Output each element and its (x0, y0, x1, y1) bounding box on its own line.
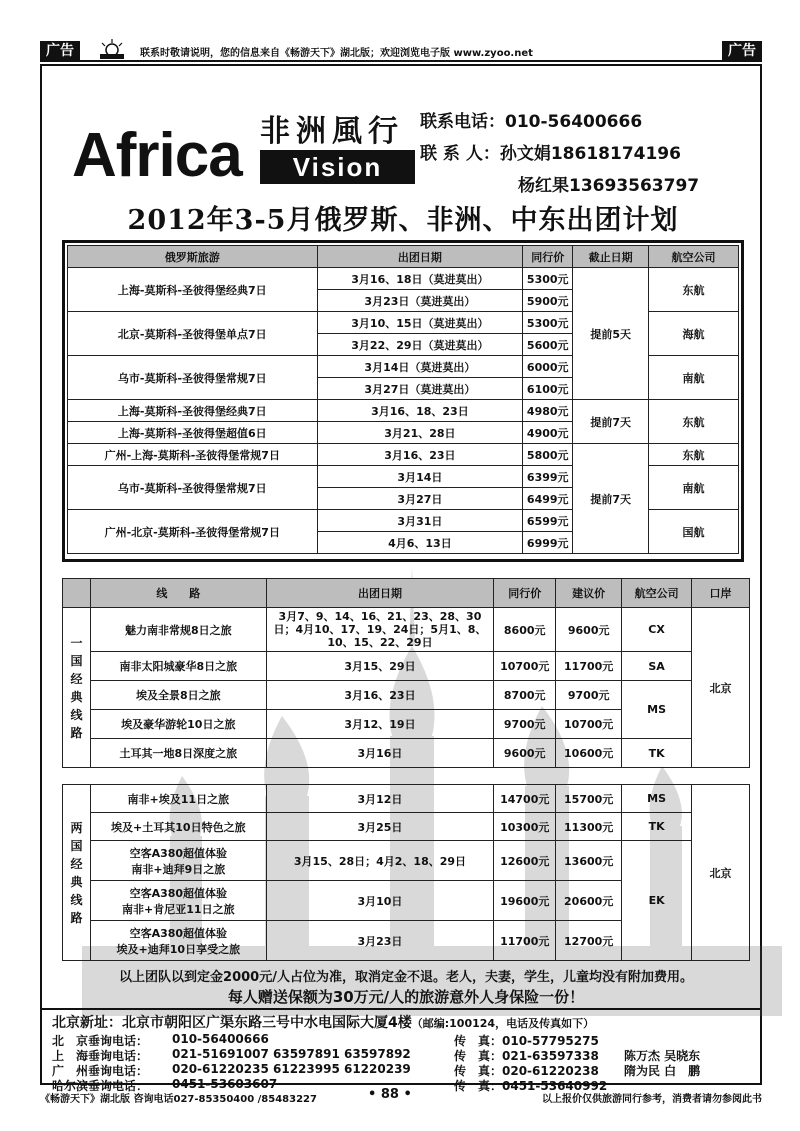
hotline-fax: 传 真：0451-53640992 (454, 1079, 608, 1093)
date-cell: 3月27日 (317, 488, 523, 510)
list-item (52, 1047, 752, 1062)
top-bar (40, 40, 762, 62)
office-address (52, 1012, 594, 1032)
route-line-2: 南非+迪拜9日之旅 (131, 862, 226, 876)
airline-cell: SA (622, 652, 692, 681)
hotline-person: 隋为民 白 鹏 (624, 1064, 701, 1078)
price-cell: 5300元 (523, 312, 573, 334)
peer-price-cell: 8700元 (494, 681, 556, 710)
price-cell: 4900元 (523, 422, 573, 444)
airline-cell: 东航 (649, 400, 739, 444)
contact-block (420, 106, 699, 202)
hotline-city: 上 海垂询电话： (52, 1049, 149, 1063)
contact-person-1: 孙文娟18618174196 (499, 144, 681, 164)
deposit-note: 以上团队以到定金2000元/人占位为准，取消定金不退。老人，夫妻，学生，儿童均没有附加费用。 (119, 970, 693, 985)
route-cell: 上海-莫斯科-圣彼得堡经典7日 (68, 400, 318, 422)
hotline-list (52, 1032, 752, 1092)
price-cell: 6100元 (523, 378, 573, 400)
info-note: 联系时敬请说明，您的信息来自《畅游天下》湖北版；欢迎浏览电子版 www.zyoo.net (140, 48, 533, 59)
section-title: 两国经典线路 (63, 785, 91, 961)
price-cell: 6399元 (523, 466, 573, 488)
route-cell: 上海-莫斯科-圣彼得堡经典7日 (68, 268, 318, 312)
airline-cell: 南航 (649, 466, 739, 510)
date-cell: 3月14日 (317, 466, 523, 488)
retail-price-cell: 13600元 (556, 841, 622, 881)
table-row (63, 608, 750, 652)
airline-cell: EK (622, 841, 692, 961)
route-line-2: 南非+肯尼亚11日之旅 (122, 902, 235, 916)
route-cell (90, 921, 266, 961)
route-cell: 南非太阳城豪华8日之旅 (90, 652, 266, 681)
hotline-fax: 传 真：010-57795275 (454, 1034, 599, 1048)
airline-cell: TK (622, 739, 692, 768)
retail-price-cell: 10700元 (556, 710, 622, 739)
price-cell: 5600元 (523, 334, 573, 356)
header-cell: 建议价 (556, 579, 622, 608)
date-cell: 3月31日 (317, 510, 523, 532)
date-cell: 3月16、18、23日 (317, 400, 523, 422)
price-cell: 6000元 (523, 356, 573, 378)
route-cell: 广州-上海-莫斯科-圣彼得堡常规7日 (68, 444, 318, 466)
airline-cell: 东航 (649, 444, 739, 466)
price-cell: 6499元 (523, 488, 573, 510)
page-number: • 88 • (368, 1087, 412, 1102)
route-cell: 埃及豪华游轮10日之旅 (90, 710, 266, 739)
deadline-cell: 提前7天 (573, 444, 649, 554)
route-cell: 埃及+土耳其10日特色之旅 (90, 813, 266, 841)
footer-right: 以上报价仅供旅游同行参考，消费者请勿参阅此书 (542, 1094, 762, 1105)
peer-price-cell: 12600元 (494, 841, 556, 881)
table-row (68, 444, 739, 466)
date-cell: 3月16、23日 (317, 444, 523, 466)
hotline-phone: 020-61220235 61223995 61220239 (172, 1062, 411, 1076)
hotline-phone: 021-51691007 63597891 63597892 (172, 1047, 411, 1061)
route-cell: 广州-北京-莫斯科-圣彼得堡常规7日 (68, 510, 318, 554)
hotline-phone: 0451-53603607 (172, 1077, 278, 1091)
table-row (68, 400, 739, 422)
date-cell: 3月15、29日 (266, 652, 494, 681)
header-cell: 同行价 (523, 246, 573, 268)
retail-price-cell: 9700元 (556, 681, 622, 710)
price-cell: 5300元 (523, 268, 573, 290)
peer-price-cell: 10300元 (494, 813, 556, 841)
deadline-cell: 提前5天 (573, 268, 649, 400)
date-cell: 3月12日 (266, 785, 494, 813)
route-cell (90, 841, 266, 881)
peer-price-cell: 8600元 (494, 608, 556, 652)
insurance-note: 每人赠送保额为30万元/人的旅游意外人身保险一份！ (227, 988, 585, 1006)
peer-price-cell: 9700元 (494, 710, 556, 739)
port-cell: 北京 (692, 785, 750, 961)
date-cell: 3月23日（莫进莫出） (317, 290, 523, 312)
peer-price-cell: 9600元 (494, 739, 556, 768)
table-row (68, 268, 739, 290)
header-cell: 线 路 (90, 579, 266, 608)
ad-frame (40, 64, 762, 1093)
table-row (63, 739, 750, 768)
table-header-row (68, 246, 739, 268)
route-line-2: 埃及+迪拜10日享受之旅 (116, 942, 241, 956)
retail-price-cell: 15700元 (556, 785, 622, 813)
deadline-cell: 提前7天 (573, 400, 649, 444)
price-cell: 5900元 (523, 290, 573, 312)
peer-price-cell: 10700元 (494, 652, 556, 681)
peer-price-cell: 19600元 (494, 881, 556, 921)
date-cell: 3月7、9、14、16、21、23、28、30日；4月10、17、19、24日；5月1、8、10、15、22、29日 (266, 608, 494, 652)
magazine-logo-icon (98, 38, 126, 60)
header-cell: 截止日期 (573, 246, 649, 268)
price-cell: 6599元 (523, 510, 573, 532)
russia-table (67, 245, 739, 554)
retail-price-cell: 11300元 (556, 813, 622, 841)
hotline-city: 广 州垂询电话： (52, 1064, 149, 1078)
date-cell: 3月16、23日 (266, 681, 494, 710)
hotline-fax: 传 真：021-63597338 (454, 1049, 599, 1063)
header-cell: 出团日期 (317, 246, 523, 268)
route-cell: 上海-莫斯科-圣彼得堡超值6日 (68, 422, 318, 444)
date-cell: 3月25日 (266, 813, 494, 841)
route-cell: 南非+埃及11日之旅 (90, 785, 266, 813)
russia-table-frame (62, 240, 744, 562)
airline-cell: CX (622, 608, 692, 652)
date-cell: 3月15、28日；4月2、18、29日 (266, 841, 494, 881)
ad-label-right: 广告 (722, 41, 762, 61)
date-cell: 3月16日 (266, 739, 494, 768)
header-cell: 出团日期 (266, 579, 494, 608)
price-cell: 5800元 (523, 444, 573, 466)
airline-cell: 海航 (649, 312, 739, 356)
retail-price-cell: 10600元 (556, 739, 622, 768)
table-row (63, 785, 750, 813)
airline-cell: 国航 (649, 510, 739, 554)
date-cell: 3月22、29日（莫进莫出） (317, 334, 523, 356)
price-cell: 6999元 (523, 532, 573, 554)
headline: 2012年3-5月俄罗斯、非洲、中东出团计划 (127, 205, 679, 236)
header-cell: 航空公司 (622, 579, 692, 608)
route-cell: 埃及全景8日之旅 (90, 681, 266, 710)
phone-label: 联系电话： (420, 112, 505, 132)
route-line-1: 空客A380超值体验 (129, 846, 228, 860)
table-header-row (63, 579, 750, 608)
africa-single-country-table (62, 578, 750, 768)
date-cell: 3月16、18日（莫进莫出） (317, 268, 523, 290)
page-footer (40, 1087, 762, 1103)
footer-left: 《畅游天下》湖北版 咨询电话027-85350400 /85483227 (40, 1094, 317, 1105)
brand-name-cn: 非洲風行 (260, 114, 404, 149)
ad-label-left: 广告 (40, 41, 80, 61)
phone-number: 010-56400666 (505, 112, 643, 132)
address-extra: （邮编:100124，电话及传真如下） (411, 1017, 595, 1030)
header-cell: 同行价 (494, 579, 556, 608)
hotline-fax: 传 真：020-61220238 (454, 1064, 599, 1078)
header-cell: 口岸 (692, 579, 750, 608)
airline-cell: TK (622, 813, 692, 841)
route-cell: 乌市-莫斯科-圣彼得堡常规7日 (68, 466, 318, 510)
brand-name-en: Africa (72, 121, 242, 190)
route-cell: 乌市-莫斯科-圣彼得堡常规7日 (68, 356, 318, 400)
header-cell: 俄罗斯旅游 (68, 246, 318, 268)
route-line-1: 空客A380超值体验 (129, 886, 228, 900)
date-cell: 3月23日 (266, 921, 494, 961)
person-label: 联 系 人： (420, 144, 500, 164)
list-item (52, 1062, 752, 1077)
route-cell: 魅力南非常规8日之旅 (90, 608, 266, 652)
airline-cell: MS (622, 681, 692, 739)
retail-price-cell: 11700元 (556, 652, 622, 681)
retail-price-cell: 9600元 (556, 608, 622, 652)
route-cell: 土耳其一地8日深度之旅 (90, 739, 266, 768)
header-cell-empty (63, 579, 91, 608)
port-cell: 北京 (692, 608, 750, 768)
date-cell: 3月21、28日 (317, 422, 523, 444)
peer-price-cell: 11700元 (494, 921, 556, 961)
price-cell: 4980元 (523, 400, 573, 422)
page (40, 40, 762, 1105)
section-title: 一国经典线路 (63, 608, 91, 768)
date-cell: 3月27日（莫进莫出） (317, 378, 523, 400)
date-cell: 4月6、13日 (317, 532, 523, 554)
date-cell: 3月12、19日 (266, 710, 494, 739)
africa-two-country-table (62, 784, 750, 961)
hotline-city: 哈尔滨垂询电话： (52, 1079, 149, 1093)
hotline-phone: 010-56400666 (172, 1032, 269, 1046)
route-line-1: 空客A380超值体验 (129, 926, 228, 940)
retail-price-cell: 20600元 (556, 881, 622, 921)
airline-cell: 南航 (649, 356, 739, 400)
brand-logo (72, 106, 412, 191)
contact-person-2: 杨红果13693563797 (518, 176, 700, 196)
brand-vision-box: Vision (260, 150, 415, 184)
date-cell: 3月14日（莫进莫出） (317, 356, 523, 378)
header-cell: 航空公司 (649, 246, 739, 268)
date-cell: 3月10日 (266, 881, 494, 921)
route-cell (90, 881, 266, 921)
date-cell: 3月10、15日（莫进莫出） (317, 312, 523, 334)
retail-price-cell: 12700元 (556, 921, 622, 961)
airline-cell: 东航 (649, 268, 739, 312)
route-cell: 北京-莫斯科-圣彼得堡单点7日 (68, 312, 318, 356)
list-item (52, 1032, 752, 1047)
airline-cell: MS (622, 785, 692, 813)
table-row (63, 813, 750, 841)
hotline-person: 陈万杰 吴晓东 (624, 1049, 701, 1063)
peer-price-cell: 14700元 (494, 785, 556, 813)
divider (42, 1008, 760, 1010)
table-row (63, 841, 750, 881)
table-row (63, 652, 750, 681)
address-text: 北京新址：北京市朝阳区广渠东路三号中水电国际大厦4楼 (52, 1015, 412, 1031)
hotline-city: 北 京垂询电话： (52, 1034, 149, 1048)
table-row (63, 681, 750, 710)
